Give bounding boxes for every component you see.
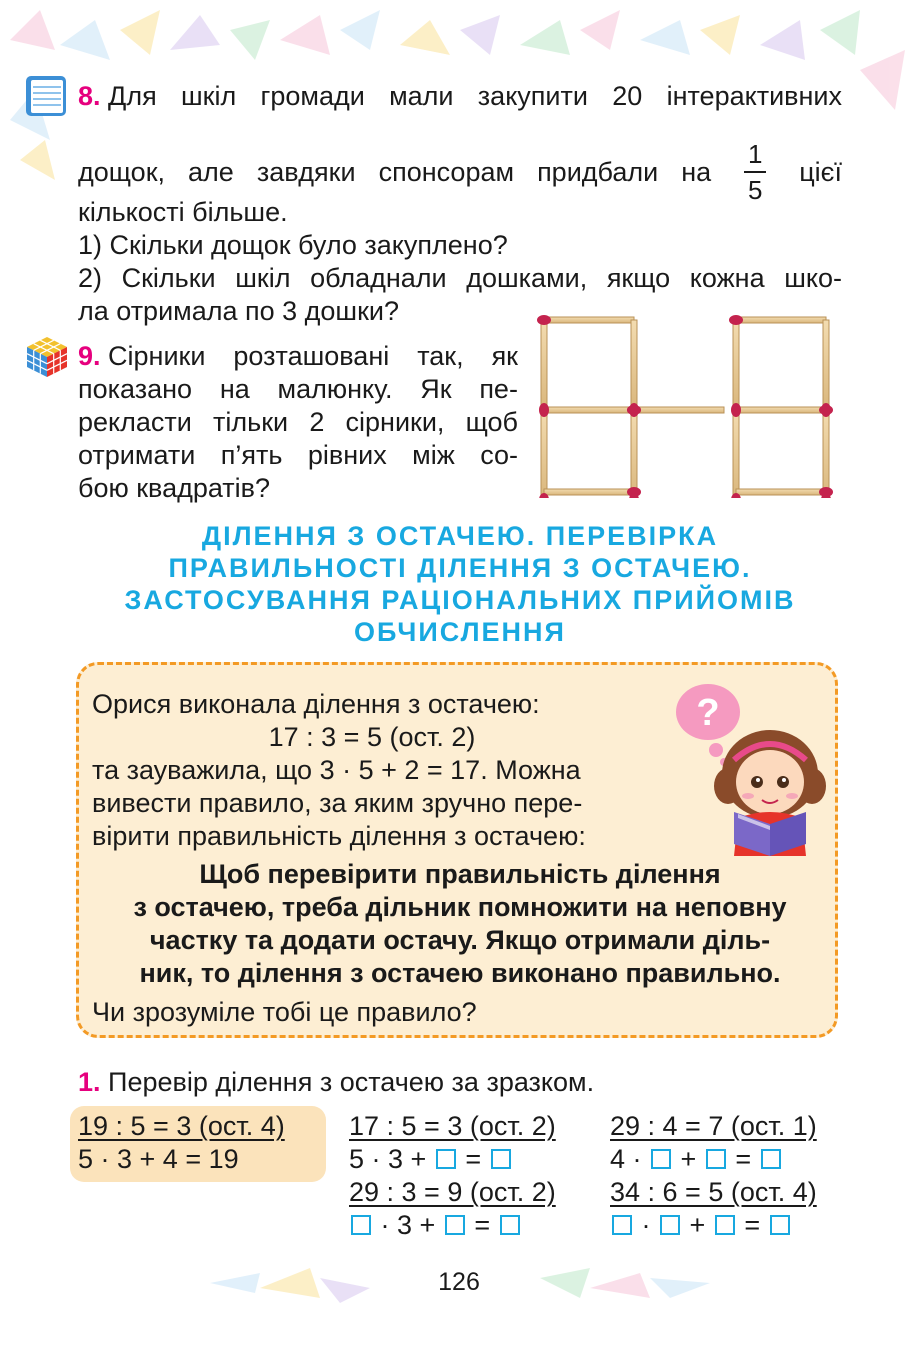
task9-word: між [412,440,455,470]
rule-bold-line: Щоб перевірити правильність ділення [199,859,721,889]
division-expression: 34 : 6 = 5 (ост. 4) [610,1177,817,1207]
rubiks-cube-icon [24,334,70,380]
matchstick-head [819,487,833,497]
matchstick [634,407,724,413]
answer-box[interactable] [715,1215,735,1235]
task8-word: 2) [78,263,103,293]
task8-word: кожна [689,263,765,293]
fraction-bar [744,171,766,173]
task8-word: шко- [784,263,842,293]
task9-word: як [491,341,518,371]
task9-last-line: бою квадратів? [78,473,271,503]
task8-word: шкіл [181,81,237,111]
matchstick [541,320,547,410]
answer-box[interactable] [651,1149,671,1169]
check-part: = [465,1144,482,1174]
task8-word: завдяки [256,156,356,187]
division-expression: 29 : 4 = 7 (ост. 1) [610,1111,817,1141]
task9-word: розташовані [233,341,390,371]
answer-box[interactable] [761,1149,781,1169]
rule-line: вивести правило, за яким зручно пере- [92,788,583,818]
task9-line [78,406,518,439]
task9-word: малюнку. [277,374,393,404]
matchstick-head [731,403,741,417]
task8-word: цієї [799,156,842,187]
answer-box[interactable] [612,1215,632,1235]
matchstick [823,320,829,410]
task9-word: Сірники [108,341,206,371]
check-expression [349,1209,619,1242]
task9-word: 2 [309,407,325,437]
task8-word: обладнали [310,263,447,293]
division-expression: 17 : 5 = 3 (ост. 2) [349,1111,556,1141]
check-expression [610,1143,880,1176]
answer-box[interactable] [500,1215,520,1235]
task9-word: рекласти [78,407,192,437]
exercise1-sample [78,1110,348,1176]
check-part: = [474,1210,491,1240]
rule-intro-line: Орися виконала ділення з остачею: [92,689,540,719]
task8-question1: 1) Скільки дощок було закуплено? [78,230,508,260]
task8-line3: кількості більше. [78,197,288,227]
answer-box[interactable] [445,1215,465,1235]
check-part: 5 · 3 + [349,1144,427,1174]
task8-word: закупити [477,81,588,111]
matchstick [736,407,826,413]
matchstick [541,410,547,498]
task9-line [78,373,518,406]
task9-word: Як [420,374,452,404]
task9-number: 9. [78,341,101,371]
check-part: + [680,1144,697,1174]
matchstick [631,320,637,410]
task8-word: шкіл [235,263,291,293]
task9-word: показано [78,374,193,404]
task8-word: інтерактивних [666,81,842,111]
section-title [60,520,860,648]
matchstick [823,410,829,498]
fraction-denominator: 5 [747,175,763,205]
fraction [744,140,766,204]
matchstick [733,320,739,410]
check-part: · 3 + [380,1210,436,1240]
sample-division: 19 : 5 = 3 (ост. 4) [78,1111,285,1141]
matchsticks-illustration [536,312,846,498]
task8-word: спонсорам [378,156,515,187]
exercise1-column-3 [610,1110,880,1242]
title-line: ПРАВИЛЬНОСТІ ДІЛЕННЯ З ОСТАЧЕЮ. [168,553,752,583]
matchstick [736,317,826,323]
task8-word: дошками, [466,263,588,293]
task9-word: тільки [213,407,289,437]
matchstick [544,489,634,495]
fraction-numerator: 1 [747,139,763,169]
rule-example: 17 : 3 = 5 (ост. 2) [268,722,476,752]
matchstick-head [819,405,833,415]
task9-line [78,340,518,373]
task8-word: придбали [537,156,659,187]
task9-line [78,439,518,472]
rule-bold-line: ник, то ділення з остачею виконано правильно. [139,958,781,988]
answer-box[interactable] [706,1149,726,1169]
check-expression [349,1143,619,1176]
matchstick [544,317,634,323]
task8-word: дощок, [78,156,166,187]
task8-line1 [78,80,842,113]
task8-rest [78,196,842,328]
check-part: = [744,1210,761,1240]
task8-question2-line2: ла отримала по 3 дошки? [78,296,400,326]
answer-box[interactable] [770,1215,790,1235]
task8-line2 [78,140,842,204]
rule-statement [92,858,828,990]
matchstick-head [537,315,551,325]
check-part: 4 · [610,1144,642,1174]
bubble-question-mark: ? [696,692,720,734]
task9-word: так, [417,341,464,371]
task8-word: Для [108,81,157,111]
rule-line: вірити правильність ділення з остачею: [92,821,586,851]
task9-word: на [219,374,250,404]
task8-word: на [681,156,712,187]
exercise1-instruction [78,1066,778,1099]
rule-question: Чи зрозуміле тобі це правило? [92,997,477,1027]
matchstick [736,489,826,495]
title-line: ДІЛЕННЯ З ОСТАЧЕЮ. ПЕРЕВІРКА [201,521,719,551]
task9-word: отримати [78,440,196,470]
rule-bold-line: частку та додати остачу. Якщо отримали діль- [149,925,771,955]
answer-box[interactable] [351,1215,371,1235]
notebook-icon [24,74,68,118]
exercise1-number: 1. [78,1067,101,1097]
sample-check: 5 · 3 + 4 = 19 [78,1144,239,1174]
title-line: ЗАСТОСУВАННЯ РАЦІОНАЛЬНИХ ПРИЙОМІВ [124,585,796,615]
task9-word: п’ять [220,440,283,470]
check-expression [610,1209,880,1242]
check-part: + [689,1210,706,1240]
task9-word: пе- [479,374,518,404]
girl-reading-illustration [672,678,832,858]
matchstick-head [627,405,641,415]
task9-text [78,340,518,505]
title-line: ОБЧИСЛЕННЯ [354,617,566,647]
matchstick [631,410,637,498]
task9-word: щоб [465,407,518,437]
task8-word: Скільки [121,263,216,293]
task8-word: громади [260,81,365,111]
division-expression: 29 : 3 = 9 (ост. 2) [349,1177,556,1207]
page-number: 126 [438,1268,480,1296]
answer-box[interactable] [436,1149,456,1169]
matchstick-head [729,315,743,325]
matchstick-head [539,403,549,417]
exercise1-text: Перевір ділення з остачею за зразком. [108,1067,595,1097]
task8-word: але [188,156,234,187]
check-part: = [735,1144,752,1174]
exercise1-column-2 [349,1110,619,1242]
task8-word: якщо [606,263,671,293]
task9-word: сірники, [345,407,445,437]
matchstick [544,407,634,413]
task8-question2-line1 [78,262,842,295]
rule-intro [92,688,652,853]
check-part: · [641,1210,651,1240]
rule-bold-line: з остачею, треба дільник помножити на неповну [133,892,787,922]
task9-word: со- [480,440,518,470]
rule-line: та зауважила, що 3 · 5 + 2 = 17. Можна [92,755,581,785]
task8-word: 20 [612,81,643,111]
answer-box[interactable] [491,1149,511,1169]
task8-word: мали [389,81,454,111]
task8-number: 8. [78,81,101,111]
answer-box[interactable] [660,1215,680,1235]
task9-word: рівних [307,440,387,470]
matchstick [733,410,739,498]
